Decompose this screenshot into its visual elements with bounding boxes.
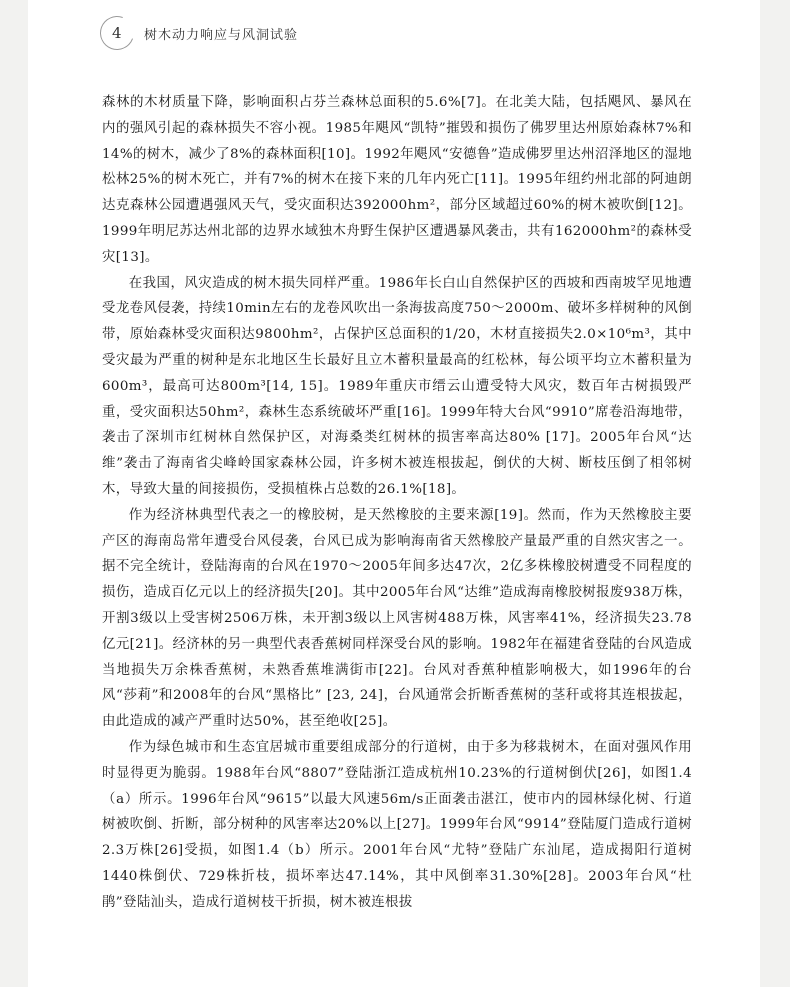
body-text — [102, 90, 692, 916]
page-number: 4 — [112, 24, 122, 43]
paragraph-3: 作为经济林典型代表之一的橡胶树，是天然橡胶的主要来源[19]。然而，作为天然橡胶主要产区的海南岛常年遭受台风侵袭，台风已成为影响海南省天然橡胶产量最严重的自然灾害之一。据不完全统计，登陆海南的台风在1970～2005年间多达47次，2亿多株橡胶树遭受不同程度的损伤，造成百亿元以上的经济损失[20]。其中2005年台风“达维”造成海南橡胶树报废938万株，开割3级以上受害树2506万株，未开割3级以上风害树488万株，风害率41%，经济损失23.78亿元[21]。经济林的另一典型代表香蕉树同样深受台风的影响。1982年在福建省登陆的台风造成当地损失万余株香蕉树，未熟香蕉堆满街市[22]。台风对香蕉种植影响极大，如1996年的台风“莎莉”和2008年的台风“黑格比” [23, 24]，台风通常会折断香蕉树的茎秆或将其连根拔起，由此造成的减产严重时达50%，甚至绝收[25]。 — [102, 507, 692, 730]
page-number-badge — [94, 10, 139, 55]
document-page — [28, 0, 760, 987]
paragraph-4: 作为绿色城市和生态宜居城市重要组成部分的行道树，由于多为移栽树木，在面对强风作用时显得更为脆弱。1988年台风“8807”登陆浙江造成杭州10.23%的行道树倒伏[26]，如图1.4（a）所示。1996年台风“9615”以最大风速56m/s正面袭击湛江，使市内的园林绿化树、行道树被吹倒、折断，部分树种的风害率达20%以上[27]。1999年台风“9914”登陆厦门造成行道树2.3万株[26]受损，如图1.4（b）所示。2001年台风“尤特”登陆广东汕尾，造成揭阳行道树1440株倒伏、729株折枝，损坏率达47.14%，其中风倒率31.30%[28]。2003年台风“杜鹃”登陆汕头，造成行道树枝干折损，树木被连根拔 — [102, 739, 693, 910]
paragraph-1: 森林的木材质量下降，影响面积占芬兰森林总面积的5.6%[7]。在北美大陆，包括飓风、暴风在内的强风引起的森林损失不容小视。1985年飓风“凯特”摧毁和损伤了佛罗里达州原始森林7%和14%的树木，减少了8%的森林面积[10]。1992年飓风“安德鲁”造成佛罗里达州沼泽地区的湿地松林25%的树木死亡，并有7%的树木在接下来的几年内死亡[11]。1995年纽约州北部的阿迪朗达克森林公园遭遇强风天气，受灾面积达392000hm²，部分区域超过60%的树木被吹倒[12]。1999年明尼苏达州北部的边界水域独木舟野生保护区遭遇暴风袭击，共有162000hm²的森林受灾[13]。 — [102, 95, 692, 265]
paragraph-2: 在我国，风灾造成的树木损失同样严重。1986年长白山自然保护区的西坡和西南坡罕见地遭受龙卷风侵袭，持续10min左右的龙卷风吹出一条海拔高度750～2000m、破坏多样树种的风倒带，原始森林受灾面积达9800hm²，占保护区总面积的1/20，木材直接损失2.0×10⁶m³，其中受灾最为严重的树种是东北地区生长最好且立木蓄积量最高的红松林，每公顷平均立木蓄积量为600m³，最高可达800m³[14, 15]。1989年重庆市缙云山遭受特大风灾，数百年古树损毁严重，受灾面积达50hm²，森林生态系统破坏严重[16]。1999年特大台风“9910”席卷沿海地带，袭击了深圳市红树林自然保护区，对海桑类红树林的损害率高达80% [17]。2005年台风“达维”袭击了海南省尖峰岭国家森林公园，许多树木被连根拔起，倒伏的大树、断枝压倒了相邻树木，导致大量的间接损伤，受损植株占总数的26.1%[18]。 — [102, 275, 692, 497]
running-title: 树木动力响应与风洞试验 — [144, 27, 299, 43]
page-header — [100, 16, 298, 50]
